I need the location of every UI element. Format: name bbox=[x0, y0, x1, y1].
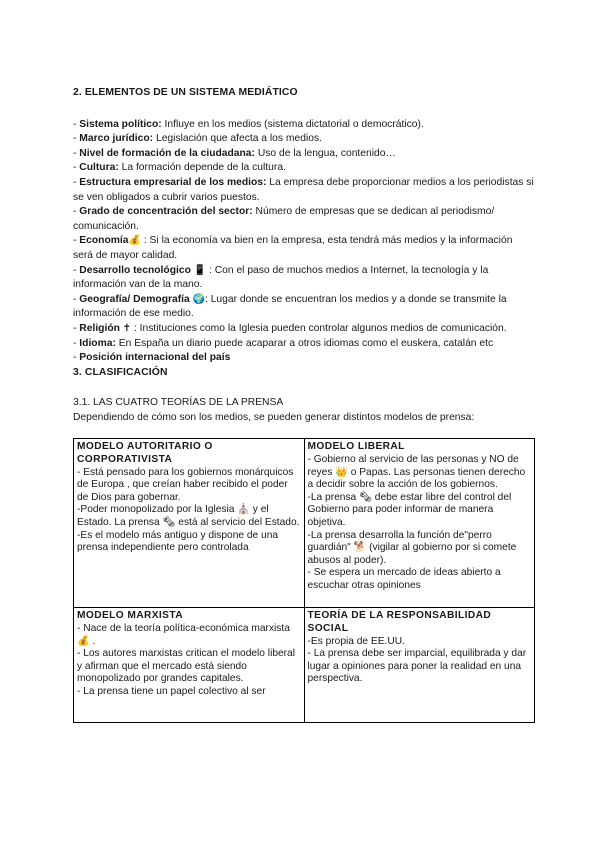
model-cell-social-responsibility bbox=[304, 608, 535, 723]
intro-paragraph: Dependiendo de cómo son los medios, se pueden generar distintos modelos de prensa: bbox=[73, 411, 475, 423]
list-item: - Estructura empresarial de los medios: La empresa debe proporcionar medios a los periodistas si se ven obligados a cubrir varios puestos. bbox=[73, 176, 534, 203]
item-text: La empresa debe proporcionar medios a los periodistas si se ven obligados a cubrir varios puestos. bbox=[73, 176, 534, 203]
item-text: Número de empresas que se dedican al periodismo/ comunicación. bbox=[73, 206, 495, 232]
model-line: - Está pensado para los gobiernos monárquicos de Europa , que creían haber recibido el poder de Dios para gobernar. bbox=[77, 466, 294, 503]
list-item: - Desarrollo tecnológico 📱 : Con el paso de muchos medios a Internet, la tecnología y la información van de la mano. bbox=[73, 264, 489, 291]
item-text: : Si la economía va bien en la empresa, esta tendrá más medios y la información será de mayor calidad. bbox=[73, 235, 513, 261]
list-item: - Geografía/ Demografía 🌍: Lugar donde se encuentran los medios y a donde se transmite la información de ese medio. bbox=[73, 293, 507, 320]
item-label: Economía bbox=[79, 235, 129, 247]
item-text: Legislación que afecta a los medios. bbox=[153, 133, 322, 145]
item-text: En España un diario puede acaparar a otros idiomas como el euskera, catalán etc bbox=[115, 337, 494, 349]
model-line: - Nace de la teoría política-económica marxista💰 . bbox=[77, 623, 290, 647]
model-line: -Poder monopolizado por la Iglesia ⛪ y el Estado. La prensa 🗞 está al servicio del Estado. bbox=[77, 504, 300, 529]
list-item: - Marco jurídico: Legislación que afecta a los medios. bbox=[73, 133, 322, 145]
subsection-heading: 3.1. LAS CUATRO TEORÍAS DE LA PRENSA bbox=[73, 397, 284, 409]
list-item: - Economía💰 : Si la economía va bien en la empresa, esta tendrá más medios y la información será de mayor calidad. bbox=[73, 235, 513, 261]
model-line: - La prensa tiene un papel colectivo al ser bbox=[77, 686, 266, 698]
item-text: : Con el paso de muchos medios a Internet, la tecnología y la información van de la mano. bbox=[73, 264, 489, 291]
list-item: - Nivel de formación de la ciudadana: Uso de la lengua, contenido… bbox=[73, 147, 396, 159]
model-line: -Es propia de EE.UU. bbox=[307, 635, 405, 647]
document-page bbox=[73, 86, 535, 723]
item-text: Uso de la lengua, contenido… bbox=[254, 147, 396, 159]
item-text: La formación depende de la cultura. bbox=[118, 162, 286, 174]
money-bag-icon: 💰 bbox=[128, 235, 141, 247]
list-item: - Sistema político: Influye en los medios (sistema dictatorial o democrático). bbox=[73, 118, 424, 130]
model-title: MODELO LIBERAL bbox=[307, 441, 405, 453]
section-2-heading: 2. ELEMENTOS DE UN SISTEMA MEDIÁTICO bbox=[73, 87, 298, 98]
press-models-table bbox=[73, 438, 535, 723]
item-label: Nivel de formación de la ciudadana: bbox=[79, 147, 255, 159]
item-label: Estructura empresarial de los medios: bbox=[79, 176, 267, 188]
model-line: - Los autores marxistas critican el modelo liberal y afirman que el mercado está siendo monopolizado por grandes capitales. bbox=[77, 648, 295, 685]
item-text: Influye en los medios (sistema dictatorial o democrático). bbox=[161, 118, 424, 130]
model-cell-authoritarian bbox=[74, 439, 305, 608]
cross-icon: ✝ bbox=[119, 322, 132, 334]
model-cell-marxist bbox=[74, 608, 305, 723]
item-label: Religión bbox=[79, 322, 120, 334]
mobile-phone-icon: 📱 bbox=[190, 264, 207, 276]
list-item: - Cultura: La formación depende de la cultura. bbox=[73, 162, 286, 174]
list-item: - Posición internacional del país bbox=[73, 352, 231, 364]
item-label: Geografía/ Demografía bbox=[79, 293, 190, 305]
model-line: -Es el modelo más antiguo y dispone de una prensa independiente pero controlada bbox=[77, 529, 279, 554]
item-label: Desarrollo tecnológico bbox=[79, 264, 191, 276]
item-label: Marco jurídico: bbox=[79, 133, 154, 145]
globe-icon: 🌍 bbox=[189, 293, 205, 305]
model-line: - Se espera un mercado de ideas abierto a escuchar otras opiniones bbox=[307, 567, 501, 591]
model-title: MODELO AUTORITARIO O CORPORATIVISTA bbox=[77, 441, 213, 466]
model-cell-liberal bbox=[304, 439, 535, 608]
item-label: Cultura: bbox=[79, 162, 119, 174]
list-item: - Religión ✝ : Instituciones como la Iglesia pueden controlar algunos medios de comunicación. bbox=[73, 322, 507, 334]
model-line: -La prensa 🗞 debe estar libre del control del Gobierno para poder informar de manera objetiva. bbox=[307, 491, 512, 529]
model-title: TEORÍA DE LA RESPONSABILIDAD SOCIAL bbox=[307, 610, 492, 635]
model-line: -La prensa desarrolla la función de"perro guardián" 🐕 (vigilar al gobierno por si comete abusos al poder). bbox=[307, 529, 517, 566]
list-item: - Grado de concentración del sector: Número de empresas que se dedican al periodismo/ comunicación. bbox=[73, 206, 495, 232]
media-system-elements-list bbox=[73, 118, 535, 366]
list-item: - Idioma: En España un diario puede acaparar a otros idiomas como el euskera, catalán etc bbox=[73, 337, 494, 349]
model-title: MODELO MARXISTA bbox=[77, 610, 183, 622]
model-line: - Gobierno al servicio de las personas y NO de reyes 👑 o Papas. Las personas tienen derecho a decidir sobre la acción de los gobiernos. bbox=[307, 454, 526, 491]
item-label: Idioma: bbox=[79, 337, 116, 349]
model-line: - La prensa debe ser imparcial, equilibrada y dar lugar a opiniones para poner la realidad en una perspectiva. bbox=[307, 648, 527, 685]
item-label: Posición internacional del país bbox=[79, 352, 231, 364]
section-3-heading: 3. CLASIFICACIÓN bbox=[73, 366, 168, 378]
item-label: Sistema político: bbox=[79, 118, 162, 130]
item-text: : Instituciones como la Iglesia pueden controlar algunos medios de comunicación. bbox=[131, 322, 507, 334]
item-label: Grado de concentración del sector: bbox=[79, 206, 253, 218]
item-text: : Lugar donde se encuentran los medios y a donde se transmite la información de ese medio. bbox=[73, 293, 507, 320]
